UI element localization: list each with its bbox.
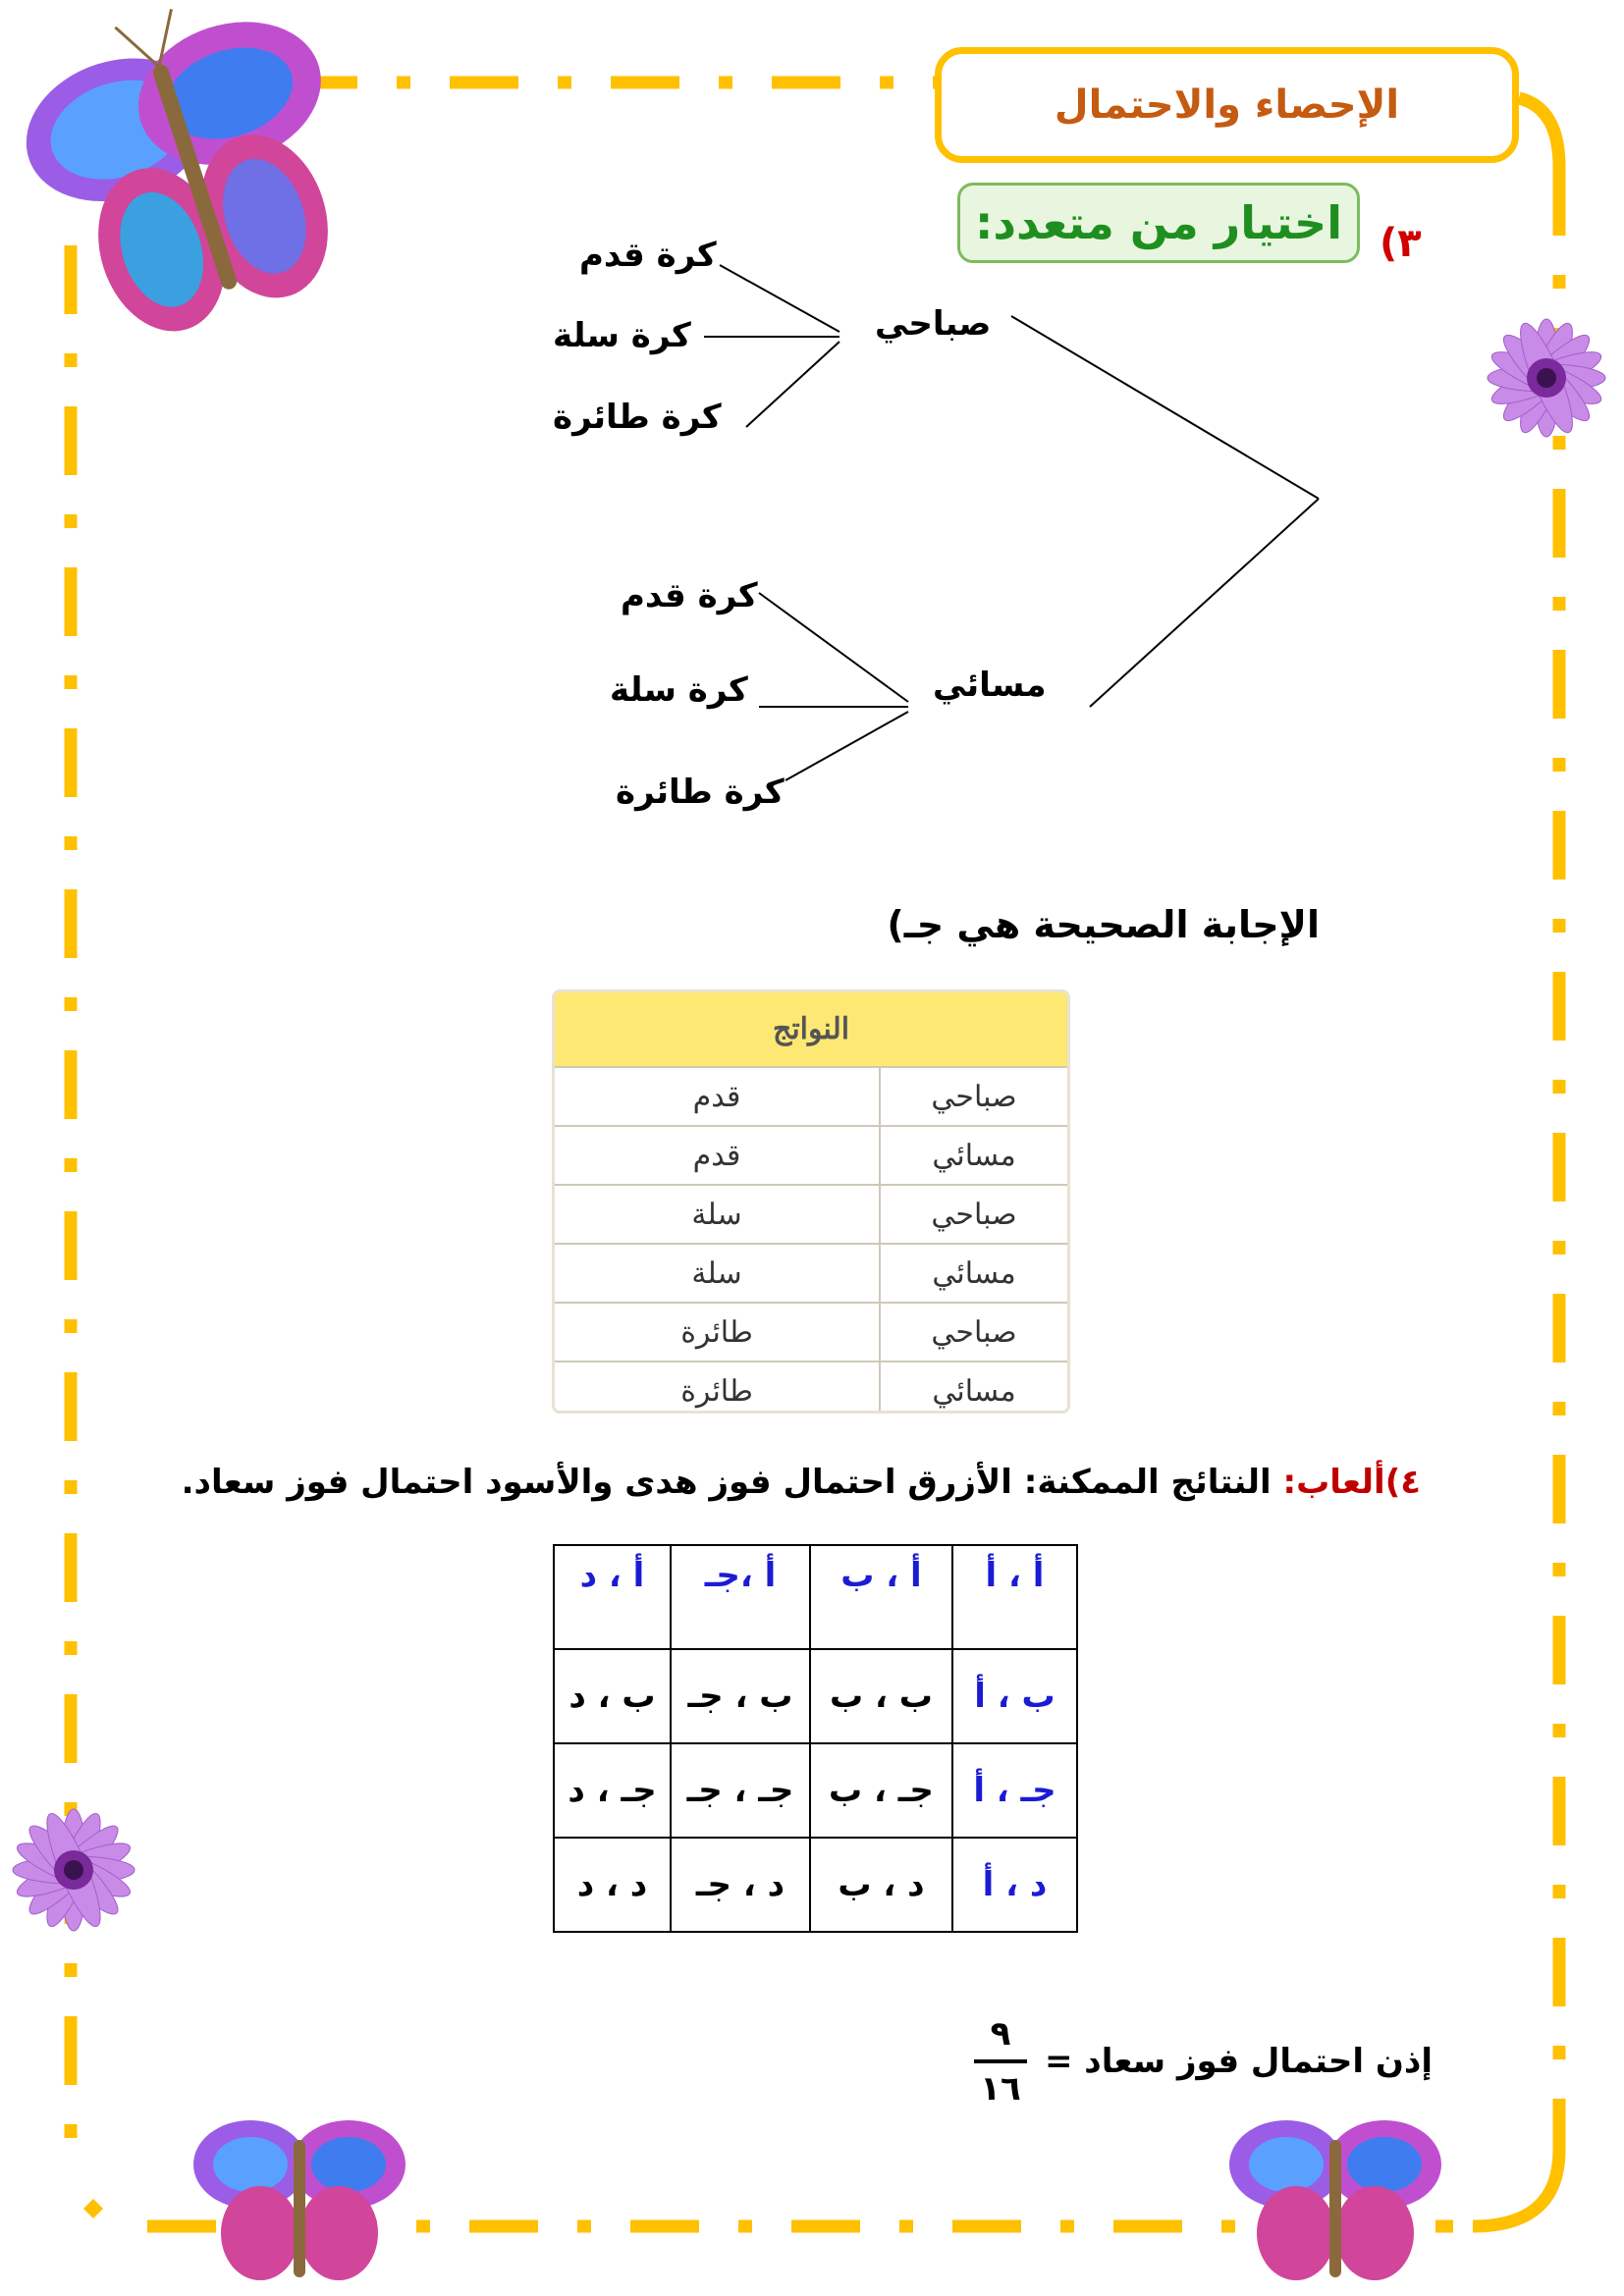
table-cell: صباحي bbox=[879, 1186, 1067, 1243]
tree-branch-morning: صباحي bbox=[875, 304, 992, 344]
grid-cell: د ، جـ bbox=[671, 1838, 810, 1932]
table-cell: صباحي bbox=[879, 1068, 1067, 1125]
grid-cell: أ ، ب bbox=[810, 1545, 952, 1649]
butterfly-icon bbox=[1227, 2110, 1443, 2287]
section-label-mcq: اختيار من متعدد: bbox=[957, 183, 1360, 263]
conclusion-text: إذن احتمال فوز سعاد = bbox=[1044, 2042, 1433, 2081]
flower-icon bbox=[0, 1796, 147, 1944]
table-cell: مسائي bbox=[879, 1362, 1067, 1414]
tree-leaf: كرة طائرة bbox=[616, 773, 785, 812]
tree-leaf: كرة قدم bbox=[579, 236, 717, 275]
games-outcomes-grid bbox=[553, 1544, 1078, 1933]
butterfly-icon bbox=[191, 2110, 407, 2287]
table-cell: طائرة bbox=[680, 1373, 753, 1409]
tree-branch-evening: مسائي bbox=[933, 666, 1047, 705]
table-cell: طائرة bbox=[680, 1314, 753, 1350]
q4-statement bbox=[182, 1463, 1421, 1502]
table-row bbox=[555, 1066, 1067, 1125]
tree-diagram bbox=[0, 0, 1624, 883]
page-title: الإحصاء والاحتمال bbox=[935, 47, 1519, 163]
grid-cell: ب ، ب bbox=[810, 1649, 952, 1743]
grid-cell: أ ، أ bbox=[952, 1545, 1077, 1649]
fraction-denominator: ١٦ bbox=[980, 2069, 1021, 2109]
table-row bbox=[554, 1838, 1077, 1932]
table-row bbox=[555, 1302, 1067, 1361]
grid-cell: جـ ، أ bbox=[952, 1743, 1077, 1838]
table-row bbox=[555, 1243, 1067, 1302]
tree-leaf: كرة طائرة bbox=[553, 398, 722, 437]
table-row bbox=[555, 1361, 1067, 1414]
grid-cell: د ، د bbox=[554, 1838, 671, 1932]
grid-cell: جـ ، د bbox=[554, 1743, 671, 1838]
table-cell: صباحي bbox=[879, 1304, 1067, 1361]
grid-cell: أ ،جـ bbox=[671, 1545, 810, 1649]
fraction-bar bbox=[974, 2059, 1027, 2063]
grid-cell: ب ، أ bbox=[952, 1649, 1077, 1743]
q3-answer: الإجابة الصحيحة هي جـ) bbox=[887, 903, 1320, 946]
grid-cell: ب ، د bbox=[554, 1649, 671, 1743]
question-number-4: ٤) bbox=[1384, 1463, 1421, 1502]
table-row bbox=[555, 1184, 1067, 1243]
grid-cell: أ ، د bbox=[554, 1545, 671, 1649]
tree-leaf: كرة سلة bbox=[610, 670, 748, 710]
tree-leaf: كرة سلة bbox=[553, 316, 691, 355]
table-cell: سلة bbox=[691, 1255, 742, 1291]
grid-cell: جـ ، جـ bbox=[671, 1743, 810, 1838]
table-cell: مسائي bbox=[879, 1245, 1067, 1302]
grid-cell: ب ، جـ bbox=[671, 1649, 810, 1743]
probability-fraction bbox=[974, 2014, 1027, 2109]
q4-text: النتائج الممكنة: الأزرق احتمال فوز هدى والأسود احتمال فوز سعاد. bbox=[181, 1463, 1272, 1502]
tree-leaf: كرة قدم bbox=[621, 576, 758, 615]
table-row bbox=[554, 1649, 1077, 1743]
q4-conclusion bbox=[974, 2014, 1433, 2109]
outcomes-table bbox=[552, 989, 1070, 1414]
table-row bbox=[555, 1125, 1067, 1184]
table-cell: قدم bbox=[692, 1079, 741, 1114]
grid-cell: د ، ب bbox=[810, 1838, 952, 1932]
table-row bbox=[554, 1743, 1077, 1838]
fraction-numerator: ٩ bbox=[990, 2014, 1011, 2054]
question-number-3: ٣) bbox=[1380, 221, 1422, 266]
grid-cell: جـ ، ب bbox=[810, 1743, 952, 1838]
table-cell: قدم bbox=[692, 1138, 741, 1173]
outcomes-table-header: النواتج bbox=[555, 992, 1067, 1066]
table-cell: مسائي bbox=[879, 1127, 1067, 1184]
q4-label: ألعاب: bbox=[1282, 1463, 1385, 1502]
grid-cell: د ، أ bbox=[952, 1838, 1077, 1932]
table-cell: سلة bbox=[691, 1197, 742, 1232]
table-row bbox=[554, 1545, 1077, 1649]
